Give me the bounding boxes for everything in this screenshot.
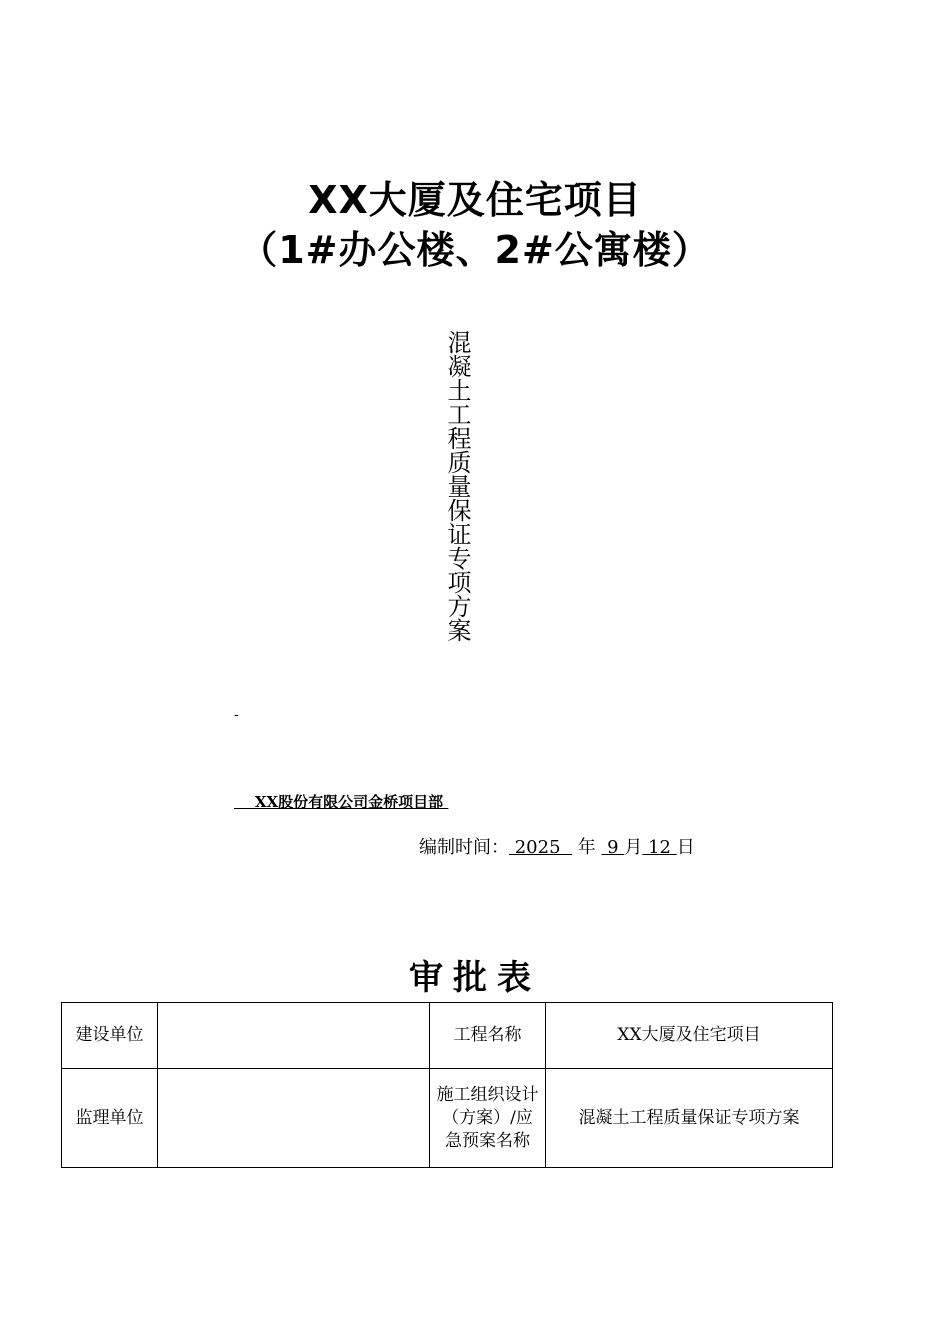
- construction-unit-value: [158, 1003, 430, 1069]
- plan-name-label: 施工组织设计（方案）/应急预案名称: [430, 1069, 546, 1168]
- compile-year: 2025: [509, 837, 572, 858]
- compile-day: 12: [642, 837, 677, 858]
- project-name-label: 工程名称: [430, 1003, 546, 1069]
- project-title-line-2: （1#办公楼、2#公寓楼）: [239, 228, 711, 272]
- project-title-line-1: XX大厦及住宅项目: [308, 178, 642, 222]
- table-row: [62, 1069, 833, 1168]
- approval-table-heading: 审批表: [409, 958, 541, 998]
- compile-date-label: 编制时间：: [419, 837, 509, 858]
- document-title-vertical: 混凝土工程质量保证专项方案: [443, 330, 471, 642]
- compile-date-row: [419, 836, 695, 860]
- supervision-unit-label: 监理单位: [62, 1069, 158, 1168]
- approval-table: [61, 1002, 833, 1168]
- table-row: [62, 1003, 833, 1069]
- company-name: XX股份有限公司金桥项目部: [234, 793, 449, 811]
- plan-name-value: 混凝土工程质量保证专项方案: [546, 1069, 833, 1168]
- supervision-unit-value: [158, 1069, 430, 1168]
- dash-mark: -: [234, 707, 239, 723]
- month-unit: 月: [624, 837, 643, 858]
- day-unit: 日: [676, 837, 695, 858]
- compile-month: 9: [601, 837, 625, 858]
- project-name-value: XX大厦及住宅项目: [546, 1003, 833, 1069]
- year-unit: 年: [577, 837, 596, 858]
- construction-unit-label: 建设单位: [62, 1003, 158, 1069]
